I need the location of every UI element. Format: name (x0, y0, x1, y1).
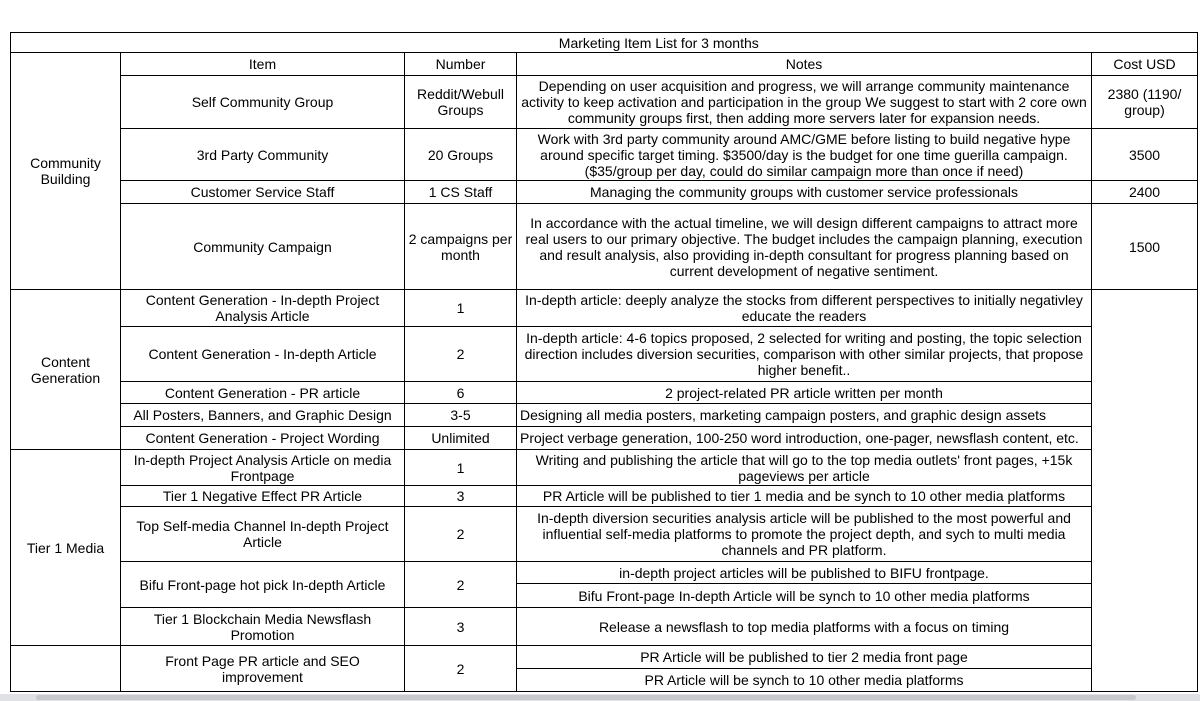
number-cell: 1 CS Staff (405, 181, 517, 204)
section-label-tier1-media: Tier 1 Media (11, 450, 121, 646)
header-cost: Cost USD (1092, 53, 1198, 76)
number-cell: 2 (405, 646, 517, 692)
number-cell: 3-5 (405, 404, 517, 427)
item-cell: Front Page PR article and SEO improvement (121, 646, 405, 692)
number-cell: 2 (405, 562, 517, 608)
item-cell: Content Generation - In-depth Article (121, 327, 405, 382)
notes-cell: Writing and publishing the article that will go to the top media outlets' front pages, +15k pageviews per article (517, 450, 1092, 486)
item-cell: Content Generation - Project Wording (121, 427, 405, 450)
horizontal-scrollbar[interactable] (0, 694, 1200, 701)
item-cell: Self Community Group (121, 76, 405, 129)
marketing-table (10, 32, 1198, 692)
notes-cell: Bifu Front-page In-depth Article will be synch to 10 other media platforms (517, 584, 1092, 608)
number-cell: 2 (405, 507, 517, 562)
header-notes: Notes (517, 53, 1092, 76)
cost-cell: 3500 (1092, 129, 1198, 181)
notes-cell: In accordance with the actual timeline, we will design different campaigns to attract more real users to our primary objective. The budget includes the campaign planning, execution and result analysis, also providing in-depth consultant for progress planning based on current development of negative sentiment. (517, 204, 1092, 290)
cost-cell-empty (1092, 290, 1198, 692)
notes-cell: Release a newsflash to top media platforms with a focus on timing (517, 608, 1092, 646)
section-label-community-building: Community Building (11, 53, 121, 290)
cost-cell: 2380 (1190/ group) (1092, 76, 1198, 129)
notes-cell: Designing all media posters, marketing campaign posters, and graphic design assets (517, 404, 1092, 427)
notes-cell: PR Article will be synch to 10 other media platforms (517, 669, 1092, 692)
number-cell: 2 campaigns per month (405, 204, 517, 290)
notes-cell: In-depth diversion securities analysis article will be published to the most powerful and influential self-media platforms to promote the project depth, and sych to multi media channels and PR platform. (517, 507, 1092, 562)
notes-cell: Project verbage generation, 100-250 word introduction, one-pager, newsflash content, etc. (517, 427, 1092, 450)
number-cell: 2 (405, 327, 517, 382)
header-item: Item (121, 53, 405, 76)
notes-cell: Managing the community groups with customer service professionals (517, 181, 1092, 204)
number-cell: 6 (405, 382, 517, 404)
section-label-next (11, 646, 121, 692)
item-cell: Tier 1 Negative Effect PR Article (121, 486, 405, 507)
item-cell: Customer Service Staff (121, 181, 405, 204)
item-cell: 3rd Party Community (121, 129, 405, 181)
title-blank-cell (11, 33, 121, 53)
header-number: Number (405, 53, 517, 76)
notes-cell: In-depth article: 4-6 topics proposed, 2 selected for writing and posting, the topic selection direction includes diversion securities, comparison with other similar projects, that propose higher benefit.. (517, 327, 1092, 382)
table-title: Marketing Item List for 3 months (121, 33, 1198, 53)
item-cell: Top Self-media Channel In-depth Project Article (121, 507, 405, 562)
notes-cell: In-depth article: deeply analyze the stocks from different perspectives to initially negativley educate the readers (517, 290, 1092, 327)
number-cell: 3 (405, 608, 517, 646)
item-cell: Content Generation - In-depth Project Analysis Article (121, 290, 405, 327)
notes-cell: Work with 3rd party community around AMC/GME before listing to build negative hype around specific target timing. $3500/day is the budget for one time guerilla campaign.($35/group per day, could do similar campaign more than once if need) (517, 129, 1092, 181)
cost-cell: 2400 (1092, 181, 1198, 204)
notes-cell: Depending on user acquisition and progress, we will arrange community maintenance activity to keep activation and participation in the group We suggest to start with 2 core own community groups first, then adding more servers later for expansion needs. (517, 76, 1092, 129)
scrollbar-thumb[interactable] (36, 695, 1136, 700)
number-cell: Unlimited (405, 427, 517, 450)
notes-cell: in-depth project articles will be published to BIFU frontpage. (517, 562, 1092, 584)
item-cell: Community Campaign (121, 204, 405, 290)
item-cell: Tier 1 Blockchain Media Newsflash Promotion (121, 608, 405, 646)
number-cell: 1 (405, 290, 517, 327)
number-cell: 20 Groups (405, 129, 517, 181)
item-cell: In-depth Project Analysis Article on media Frontpage (121, 450, 405, 486)
number-cell: Reddit/Webull Groups (405, 76, 517, 129)
item-cell: Content Generation - PR article (121, 382, 405, 404)
number-cell: 1 (405, 450, 517, 486)
cost-cell: 1500 (1092, 204, 1198, 290)
notes-cell: PR Article will be published to tier 1 media and be synch to 10 other media platforms (517, 486, 1092, 507)
item-cell: All Posters, Banners, and Graphic Design (121, 404, 405, 427)
notes-cell: 2 project-related PR article written per month (517, 382, 1092, 404)
item-cell: Bifu Front-page hot pick In-depth Article (121, 562, 405, 608)
notes-cell: PR Article will be published to tier 2 media front page (517, 646, 1092, 669)
number-cell: 3 (405, 486, 517, 507)
section-label-content-generation: Content Generation (11, 290, 121, 450)
